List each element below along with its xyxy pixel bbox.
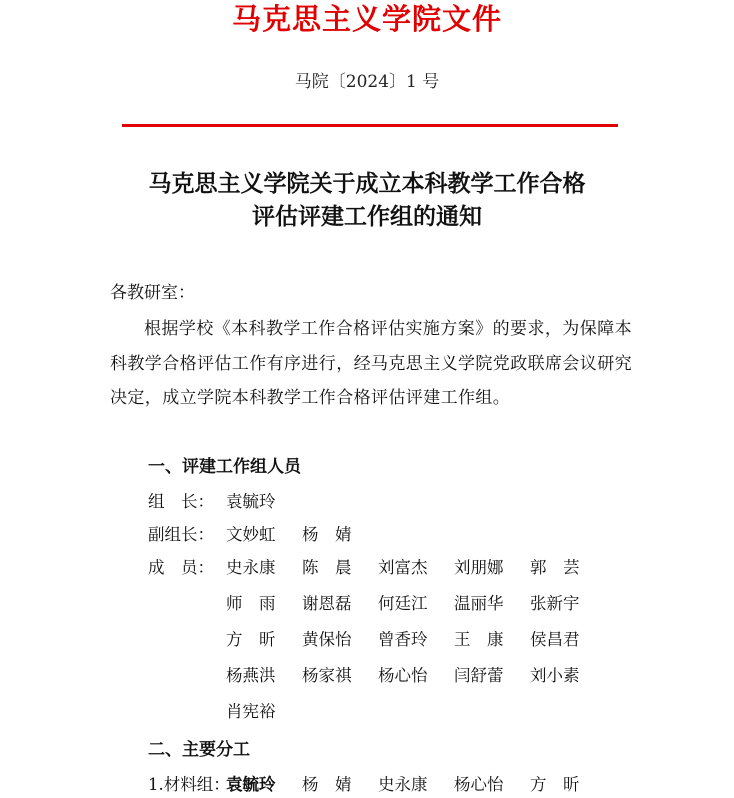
material-group-member: 杨心怡	[454, 775, 504, 794]
leader-label: 组 长：	[148, 492, 214, 511]
document-number: 马院〔2024〕1 号	[294, 72, 440, 92]
members-row	[148, 664, 606, 688]
section2-heading: 二、主要分工	[148, 740, 250, 760]
member-name: 王 康	[454, 630, 504, 649]
member-name: 侯昌君	[530, 630, 580, 649]
deputy-name: 杨 婧	[302, 525, 352, 544]
member-name: 刘小素	[530, 666, 580, 685]
member-name: 刘朋娜	[454, 558, 504, 577]
red-divider-rule	[122, 124, 618, 127]
members-label: 成 员：	[148, 558, 214, 577]
leader-row	[148, 490, 302, 514]
member-name: 肖宪裕	[226, 702, 276, 721]
org-header-title: 马克思主义学院文件	[231, 2, 502, 36]
title-line-2: 评估评建工作组的通知	[252, 204, 482, 230]
member-name: 刘富杰	[378, 558, 428, 577]
document-title	[40, 168, 694, 234]
section1-heading: 一、评建工作组人员	[148, 457, 301, 477]
title-line-1: 马克思主义学院关于成立本科教学工作合格	[148, 171, 586, 197]
deputy-name: 文妙虹	[226, 525, 276, 544]
salutation: 各教研室：	[110, 283, 195, 303]
leader-name: 袁毓玲	[226, 492, 276, 511]
members-row	[148, 628, 606, 652]
material-group-lead: 袁毓玲	[226, 775, 276, 794]
material-group-label: 1.材料组：	[148, 775, 230, 794]
member-name: 温丽华	[454, 594, 504, 613]
material-group-member: 史永康	[378, 775, 428, 794]
members-row	[148, 556, 606, 580]
member-name: 谢恩磊	[302, 594, 352, 613]
member-name: 郭 芸	[530, 558, 580, 577]
members-row	[148, 700, 302, 724]
member-name: 何廷江	[378, 594, 428, 613]
member-name: 黄保怡	[302, 630, 352, 649]
deputy-row	[148, 523, 378, 547]
member-name: 张新宇	[530, 594, 580, 613]
material-group-row	[148, 773, 606, 797]
member-name: 史永康	[226, 558, 276, 577]
member-name: 方 昕	[226, 630, 276, 649]
member-name: 杨心怡	[378, 666, 428, 685]
material-group-member: 杨 婧	[302, 775, 352, 794]
deputy-label: 副组长：	[148, 525, 214, 544]
member-name: 杨燕洪	[226, 666, 276, 685]
member-name: 曾香玲	[378, 630, 428, 649]
member-name: 闫舒蕾	[454, 666, 504, 685]
member-name: 杨家祺	[302, 666, 352, 685]
material-group-member: 方 昕	[530, 775, 580, 794]
body-paragraph: 根据学校《本科教学工作合格评估实施方案》的要求，为保障本科教学合格评估工作有序进行，经马克思主义学院党政联席会议研究决定，成立学院本科教学工作合格评估评建工作组。	[110, 319, 632, 408]
member-name: 陈 晨	[302, 558, 352, 577]
member-name: 师 雨	[226, 594, 276, 613]
members-row	[148, 592, 606, 616]
